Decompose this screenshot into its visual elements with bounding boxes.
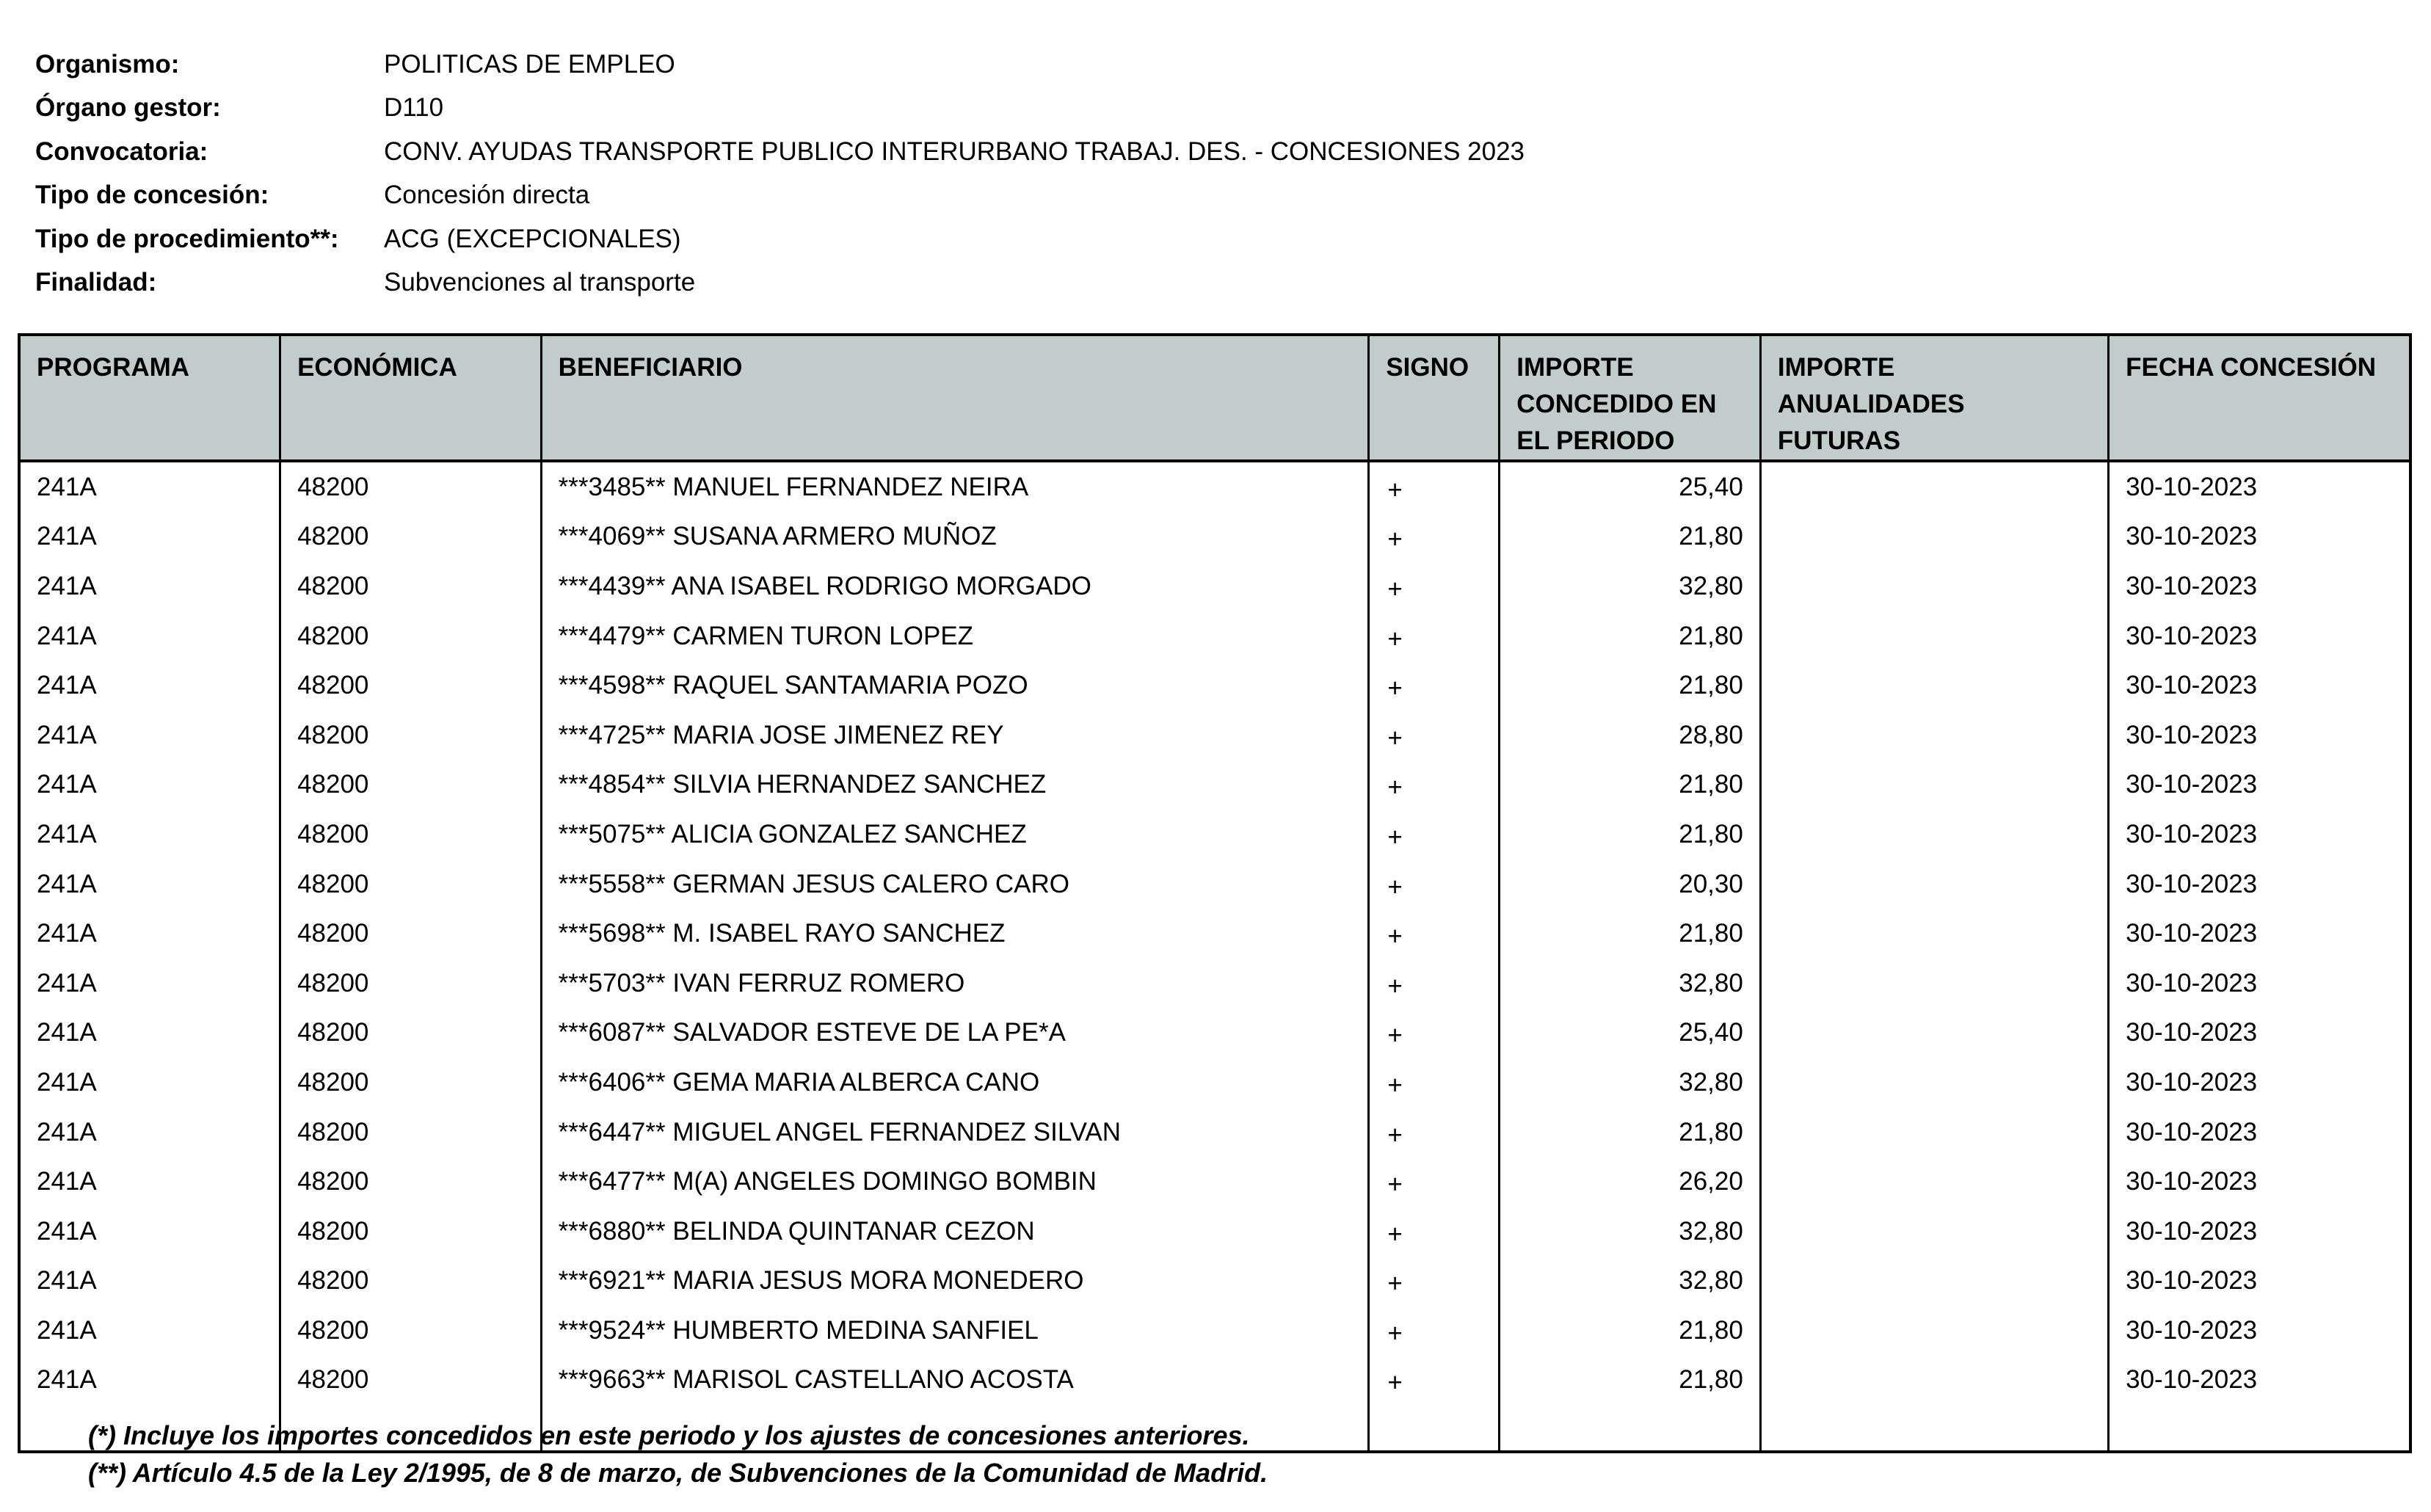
cell-programa: 241A	[19, 512, 280, 562]
cell-beneficiario: ***4479** CARMEN TURON LOPEZ	[541, 611, 1369, 661]
cell-programa: 241A	[19, 661, 280, 710]
cell-signo: +	[1369, 760, 1500, 810]
cell-fecha: 30-10-2023	[2109, 760, 2410, 810]
cell-futuras	[1760, 1008, 2108, 1058]
cell-beneficiario: ***6880** BELINDA QUINTANAR CEZON	[541, 1207, 1369, 1257]
table-row	[19, 959, 2410, 1008]
cell-futuras	[1760, 1306, 2108, 1356]
cell-importe: 28,80	[1500, 710, 1761, 760]
table-row	[19, 512, 2410, 562]
cell-importe: 21,80	[1500, 810, 1761, 859]
footnotes	[88, 1417, 1268, 1491]
cell-fecha: 30-10-2023	[2109, 1207, 2410, 1257]
cell-signo: +	[1369, 1058, 1500, 1108]
cell-programa: 241A	[19, 909, 280, 959]
cell-futuras	[1760, 512, 2108, 562]
header-line: IMPORTE	[1516, 353, 1634, 382]
cell-futuras	[1760, 909, 2108, 959]
cell-futuras	[1760, 710, 2108, 760]
cell-beneficiario: ***6087** SALVADOR ESTEVE DE LA PE*A	[541, 1008, 1369, 1058]
cell-importe: 32,80	[1500, 561, 1761, 611]
empty-cell	[1760, 1405, 2108, 1452]
table-row	[19, 760, 2410, 810]
metadata-value: Concesión directa	[384, 181, 590, 210]
metadata-value: D110	[384, 93, 444, 123]
cell-fecha: 30-10-2023	[2109, 710, 2410, 760]
cell-futuras	[1760, 810, 2108, 859]
cell-beneficiario: ***6447** MIGUEL ANGEL FERNANDEZ SILVAN	[541, 1108, 1369, 1157]
footnote-articulo: (**) Artículo 4.5 de la Ley 2/1995, de 8 de marzo, de Subvenciones de la Comunidad de Madrid.	[88, 1458, 1268, 1488]
cell-programa: 241A	[19, 1157, 280, 1207]
table-header-row	[19, 335, 2410, 461]
cell-programa: 241A	[19, 1008, 280, 1058]
metadata-block	[35, 43, 1525, 305]
cell-economica: 48200	[280, 1356, 542, 1406]
metadata-row-finalidad	[35, 261, 1525, 305]
cell-signo: +	[1369, 561, 1500, 611]
cell-futuras	[1760, 1108, 2108, 1157]
cell-beneficiario: ***6477** M(A) ANGELES DOMINGO BOMBIN	[541, 1157, 1369, 1207]
cell-importe: 32,80	[1500, 1207, 1761, 1257]
cell-futuras	[1760, 1058, 2108, 1108]
metadata-label: Tipo de concesión:	[35, 181, 269, 210]
cell-beneficiario: ***5703** IVAN FERRUZ ROMERO	[541, 959, 1369, 1008]
cell-programa: 241A	[19, 959, 280, 1008]
cell-importe: 32,80	[1500, 1058, 1761, 1108]
cell-beneficiario: ***6921** MARIA JESUS MORA MONEDERO	[541, 1257, 1369, 1306]
table-row	[19, 461, 2410, 512]
cell-economica: 48200	[280, 760, 542, 810]
column-header-fecha: FECHA CONCESIÓN	[2109, 335, 2410, 461]
cell-fecha: 30-10-2023	[2109, 1008, 2410, 1058]
cell-signo: +	[1369, 810, 1500, 859]
cell-signo: +	[1369, 710, 1500, 760]
cell-economica: 48200	[280, 1207, 542, 1257]
cell-importe: 21,80	[1500, 760, 1761, 810]
cell-signo: +	[1369, 1157, 1500, 1207]
column-header-importe-concedido	[1500, 335, 1761, 461]
grants-table	[18, 333, 2412, 1453]
header-line: EL PERIODO	[1516, 426, 1675, 455]
cell-economica: 48200	[280, 959, 542, 1008]
cell-economica: 48200	[280, 1157, 542, 1207]
table-body	[19, 461, 2410, 1452]
cell-beneficiario: ***9663** MARISOL CASTELLANO ACOSTA	[541, 1356, 1369, 1406]
cell-beneficiario: ***9524** HUMBERTO MEDINA SANFIEL	[541, 1306, 1369, 1356]
table-row	[19, 1306, 2410, 1356]
cell-programa: 241A	[19, 1257, 280, 1306]
cell-fecha: 30-10-2023	[2109, 859, 2410, 909]
cell-beneficiario: ***3485** MANUEL FERNANDEZ NEIRA	[541, 461, 1369, 512]
cell-beneficiario: ***4854** SILVIA HERNANDEZ SANCHEZ	[541, 760, 1369, 810]
metadata-label: Órgano gestor:	[35, 93, 221, 123]
cell-economica: 48200	[280, 512, 542, 562]
cell-futuras	[1760, 461, 2108, 512]
cell-programa: 241A	[19, 1306, 280, 1356]
cell-fecha: 30-10-2023	[2109, 909, 2410, 959]
table-row	[19, 1157, 2410, 1207]
metadata-value: ACG (EXCEPCIONALES)	[384, 224, 681, 253]
cell-importe: 21,80	[1500, 661, 1761, 710]
cell-fecha: 30-10-2023	[2109, 561, 2410, 611]
cell-beneficiario: ***4069** SUSANA ARMERO MUÑOZ	[541, 512, 1369, 562]
cell-economica: 48200	[280, 859, 542, 909]
cell-economica: 48200	[280, 1306, 542, 1356]
metadata-row-convocatoria	[35, 130, 1525, 174]
cell-programa: 241A	[19, 1058, 280, 1108]
cell-futuras	[1760, 611, 2108, 661]
cell-fecha: 30-10-2023	[2109, 959, 2410, 1008]
cell-importe: 21,80	[1500, 1306, 1761, 1356]
cell-economica: 48200	[280, 710, 542, 760]
cell-economica: 48200	[280, 1108, 542, 1157]
cell-economica: 48200	[280, 461, 542, 512]
table-row	[19, 710, 2410, 760]
column-header-importe-anualidades	[1760, 335, 2108, 461]
table-row	[19, 1008, 2410, 1058]
cell-signo: +	[1369, 1257, 1500, 1306]
metadata-row-tipo-concesion	[35, 174, 1525, 218]
cell-signo: +	[1369, 1207, 1500, 1257]
cell-programa: 241A	[19, 810, 280, 859]
column-header-economica: ECONÓMICA	[280, 335, 542, 461]
cell-fecha: 30-10-2023	[2109, 810, 2410, 859]
cell-beneficiario: ***4598** RAQUEL SANTAMARIA POZO	[541, 661, 1369, 710]
metadata-row-organismo	[35, 43, 1525, 87]
cell-beneficiario: ***5698** M. ISABEL RAYO SANCHEZ	[541, 909, 1369, 959]
cell-economica: 48200	[280, 611, 542, 661]
table-row	[19, 859, 2410, 909]
cell-programa: 241A	[19, 1356, 280, 1406]
cell-importe: 25,40	[1500, 461, 1761, 512]
cell-signo: +	[1369, 859, 1500, 909]
cell-signo: +	[1369, 611, 1500, 661]
column-header-signo: SIGNO	[1369, 335, 1500, 461]
cell-importe: 21,80	[1500, 1356, 1761, 1406]
metadata-value: Subvenciones al transporte	[384, 268, 696, 297]
column-header-programa: PROGRAMA	[19, 335, 280, 461]
cell-economica: 48200	[280, 909, 542, 959]
cell-signo: +	[1369, 1108, 1500, 1157]
cell-signo: +	[1369, 1356, 1500, 1406]
cell-signo: +	[1369, 461, 1500, 512]
cell-fecha: 30-10-2023	[2109, 1306, 2410, 1356]
cell-fecha: 30-10-2023	[2109, 1257, 2410, 1306]
table-row	[19, 1207, 2410, 1257]
cell-futuras	[1760, 661, 2108, 710]
cell-programa: 241A	[19, 1108, 280, 1157]
table-row	[19, 810, 2410, 859]
cell-signo: +	[1369, 1306, 1500, 1356]
table-row	[19, 909, 2410, 959]
metadata-value: POLITICAS DE EMPLEO	[384, 49, 675, 79]
cell-importe: 25,40	[1500, 1008, 1761, 1058]
cell-importe: 32,80	[1500, 1257, 1761, 1306]
cell-futuras	[1760, 760, 2108, 810]
cell-futuras	[1760, 959, 2108, 1008]
cell-signo: +	[1369, 909, 1500, 959]
table-row	[19, 561, 2410, 611]
cell-economica: 48200	[280, 1058, 542, 1108]
cell-programa: 241A	[19, 760, 280, 810]
cell-importe: 20,30	[1500, 859, 1761, 909]
cell-economica: 48200	[280, 810, 542, 859]
table-row	[19, 1108, 2410, 1157]
metadata-label: Tipo de procedimiento**:	[35, 224, 339, 253]
metadata-label: Finalidad:	[35, 268, 157, 297]
cell-importe: 32,80	[1500, 959, 1761, 1008]
header-line: ANUALIDADES	[1777, 390, 1965, 418]
column-header-beneficiario: BENEFICIARIO	[541, 335, 1369, 461]
cell-signo: +	[1369, 1008, 1500, 1058]
cell-importe: 26,20	[1500, 1157, 1761, 1207]
cell-fecha: 30-10-2023	[2109, 1356, 2410, 1406]
cell-economica: 48200	[280, 1257, 542, 1306]
table-row	[19, 1356, 2410, 1406]
empty-cell	[1369, 1405, 1500, 1452]
table-row	[19, 1257, 2410, 1306]
cell-futuras	[1760, 561, 2108, 611]
metadata-label: Convocatoria:	[35, 137, 208, 166]
empty-cell	[2109, 1405, 2410, 1452]
cell-programa: 241A	[19, 1207, 280, 1257]
metadata-label: Organismo:	[35, 49, 180, 79]
cell-futuras	[1760, 1257, 2108, 1306]
cell-signo: +	[1369, 661, 1500, 710]
cell-programa: 241A	[19, 710, 280, 760]
footnote-importes: (*) Incluye los importes concedidos en este periodo y los ajustes de concesiones anteriores.	[88, 1420, 1250, 1450]
cell-beneficiario: ***5558** GERMAN JESUS CALERO CARO	[541, 859, 1369, 909]
header-line: CONCEDIDO EN	[1516, 390, 1717, 418]
cell-programa: 241A	[19, 461, 280, 512]
cell-futuras	[1760, 859, 2108, 909]
cell-importe: 21,80	[1500, 1108, 1761, 1157]
table-row	[19, 611, 2410, 661]
empty-cell	[1500, 1405, 1761, 1452]
cell-beneficiario: ***5075** ALICIA GONZALEZ SANCHEZ	[541, 810, 1369, 859]
cell-programa: 241A	[19, 859, 280, 909]
cell-fecha: 30-10-2023	[2109, 611, 2410, 661]
cell-fecha: 30-10-2023	[2109, 1157, 2410, 1207]
table-row	[19, 1058, 2410, 1108]
cell-signo: +	[1369, 959, 1500, 1008]
cell-futuras	[1760, 1207, 2108, 1257]
cell-beneficiario: ***4439** ANA ISABEL RODRIGO MORGADO	[541, 561, 1369, 611]
cell-economica: 48200	[280, 1008, 542, 1058]
table-row	[19, 661, 2410, 710]
cell-signo: +	[1369, 512, 1500, 562]
cell-futuras	[1760, 1157, 2108, 1207]
cell-importe: 21,80	[1500, 909, 1761, 959]
cell-fecha: 30-10-2023	[2109, 461, 2410, 512]
metadata-row-tipo-procedimiento	[35, 217, 1525, 261]
cell-importe: 21,80	[1500, 512, 1761, 562]
cell-importe: 21,80	[1500, 611, 1761, 661]
metadata-value: CONV. AYUDAS TRANSPORTE PUBLICO INTERURBANO TRABAJ. DES. - CONCESIONES 2023	[384, 137, 1525, 166]
cell-programa: 241A	[19, 561, 280, 611]
cell-programa: 241A	[19, 611, 280, 661]
cell-futuras	[1760, 1356, 2108, 1406]
metadata-row-organo-gestor	[35, 87, 1525, 131]
cell-fecha: 30-10-2023	[2109, 1058, 2410, 1108]
cell-fecha: 30-10-2023	[2109, 1108, 2410, 1157]
header-line: FUTURAS	[1777, 426, 1901, 455]
cell-beneficiario: ***6406** GEMA MARIA ALBERCA CANO	[541, 1058, 1369, 1108]
cell-fecha: 30-10-2023	[2109, 661, 2410, 710]
cell-fecha: 30-10-2023	[2109, 512, 2410, 562]
header-line: IMPORTE	[1777, 353, 1895, 382]
cell-economica: 48200	[280, 661, 542, 710]
cell-economica: 48200	[280, 561, 542, 611]
cell-beneficiario: ***4725** MARIA JOSE JIMENEZ REY	[541, 710, 1369, 760]
